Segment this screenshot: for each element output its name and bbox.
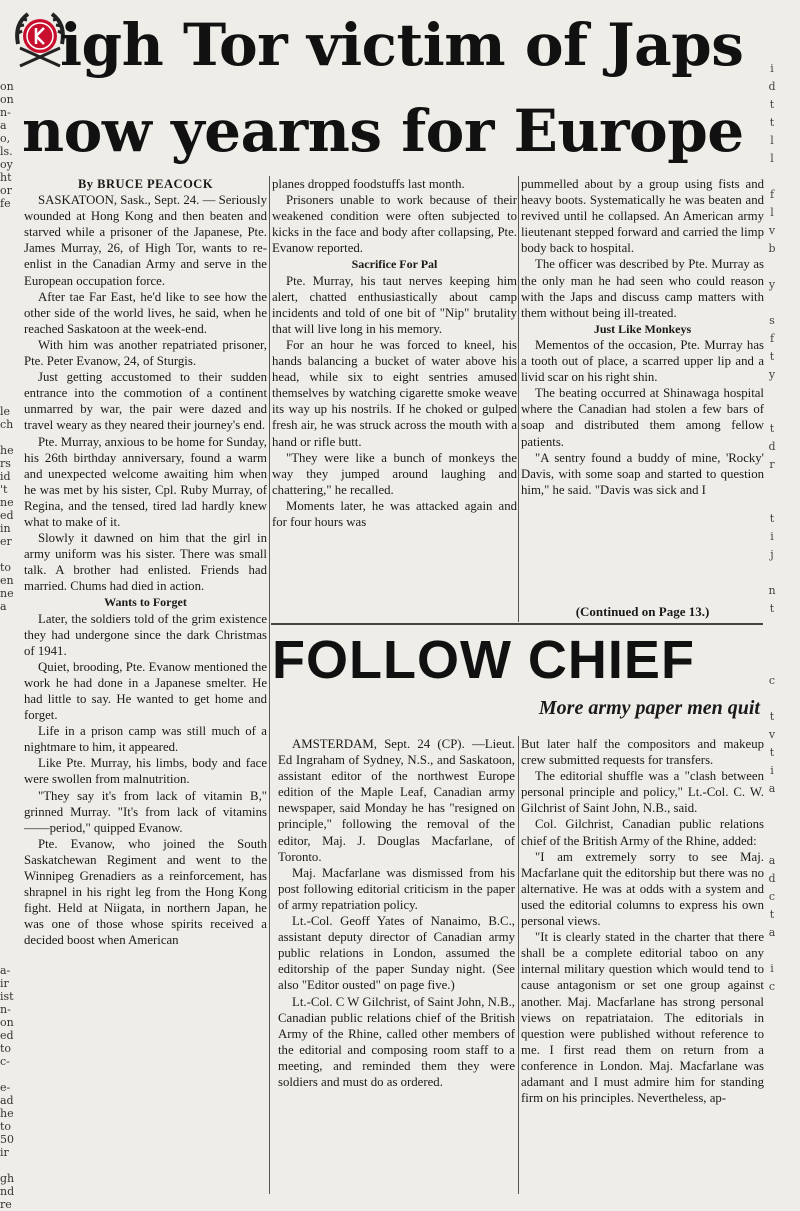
edge-fragment: rs bbox=[0, 457, 11, 470]
edge-fragment: ht bbox=[0, 171, 12, 184]
paragraph: Pte. Evanow, who joined the South Saskatchewan Regiment and went to the Winnipeg Grenadiers as a reinforcement, has shrapnel in his right leg from the Hong Kong fight. Held at Niigata, in northern Japan, he was one of those whose spirits received a decided boost when American bbox=[24, 836, 267, 948]
edge-fragment bbox=[0, 613, 22, 626]
edge-fragment: t bbox=[769, 746, 775, 759]
edge-fragment: f bbox=[769, 188, 775, 201]
edge-fragment: t bbox=[769, 422, 775, 435]
edge-fragment: oy bbox=[0, 158, 13, 171]
edge-fragment: re bbox=[0, 1198, 12, 1211]
edge-fragment bbox=[0, 808, 22, 821]
edge-fragment bbox=[0, 743, 22, 756]
edge-fragment: c bbox=[768, 980, 776, 993]
edge-fragment bbox=[0, 691, 22, 704]
edge-fragment: s bbox=[769, 314, 775, 327]
paragraph: AMSTERDAM, Sept. 24 (CP). —Lieut. Ed Ingraham of Sydney, N.S., and Saskatoon, assistant editor of the northwest Europe edition of the Maple Leaf, Canadian army newspaper, said Monday he has "resigned on principle," following the removal of the editor, Maj. J. Douglas Macfarlane, of Toronto. bbox=[278, 737, 515, 864]
edge-fragment bbox=[0, 665, 22, 678]
edge-fragment: a bbox=[768, 854, 776, 867]
edge-fragment: ad bbox=[0, 1094, 14, 1107]
edge-fragment bbox=[0, 678, 22, 691]
continued-notice: (Continued on Page 13.) bbox=[575, 604, 710, 619]
edge-fragment: fe bbox=[0, 197, 11, 210]
edge-fragment bbox=[0, 782, 22, 795]
edge-fragment: to bbox=[0, 1120, 12, 1133]
edge-fragment bbox=[0, 951, 22, 964]
edge-fragment bbox=[764, 474, 780, 492]
edge-fragment bbox=[0, 288, 22, 301]
edge-fragment bbox=[0, 301, 22, 314]
edge-fragment bbox=[0, 860, 22, 873]
paragraph: With him was another repatriated prisoner, Pte. Peter Evanow, 24, of Sturgis. bbox=[24, 337, 267, 369]
edge-fragment bbox=[0, 769, 22, 782]
edge-fragment bbox=[764, 618, 780, 636]
paragraph: Pte. Murray, his taut nerves keeping him alert, chatted enthusiastically about camp incidents and told of one bit of "Nip" brutality that will live long in his memory. bbox=[272, 273, 517, 336]
edge-fragment: e- bbox=[0, 1081, 11, 1094]
edge-fragment: j bbox=[770, 548, 774, 561]
paragraph: "They say it's from lack of vitamin B," grinned Murray. "It's from lack of vitamins——period," quipped Evanow. bbox=[24, 788, 267, 835]
edge-fragment bbox=[0, 652, 22, 665]
edge-fragment bbox=[764, 294, 780, 312]
paragraph: Quiet, brooding, Pte. Evanow mentioned the work he had done in a Japanese smelter. He had little to say. He wanted to get home and forget. bbox=[24, 659, 267, 723]
paragraph: Slowly it dawned on him that the girl in army uniform was his sister. There was small talk. A brother had enlisted. Friends had married. Chums had died in action. bbox=[24, 531, 267, 594]
edge-fragment: he bbox=[0, 1107, 14, 1120]
edge-fragment: b bbox=[768, 242, 776, 255]
edge-fragment: v bbox=[768, 728, 776, 741]
edge-fragment bbox=[0, 925, 22, 938]
edge-fragment: in bbox=[0, 522, 11, 535]
paragraph: "It is clearly stated in the charter that there shall be a complete editorial taboo on any internal military question which would tend to cause antagonism or set one group against another. Maj. Macfarlane has strong personal views on repatriataion. The editorials in question were published without reference to me. I first read them on return from a conference in London. Maj. Macfarlane was adamant and I must admire him for standing firm on his principles. Nevertheless, ap- bbox=[521, 930, 764, 1106]
edge-fragment: c- bbox=[0, 1055, 10, 1068]
paragraph: "They were like a bunch of monkeys the way they jumped around laughing and chattering," he recalled. bbox=[272, 450, 517, 497]
left-edge-fragments bbox=[0, 80, 22, 1211]
edge-fragment bbox=[0, 717, 22, 730]
paragraph: The beating occurred at Shinawaga hospital where the Canadian had stolen a few bars of soap and distributed them among fellow patients. bbox=[521, 386, 764, 449]
paragraph: After tae Far East, he'd like to see how the other side of the world lives, he said, when he reached Saskatoon at the week-end. bbox=[24, 289, 267, 336]
edge-fragment bbox=[764, 168, 780, 186]
edge-fragment: i bbox=[770, 962, 774, 975]
headline-line-2: now yearns for Europe bbox=[22, 97, 744, 165]
edge-fragment: on bbox=[0, 80, 14, 93]
edge-fragment bbox=[764, 654, 780, 672]
edge-fragment bbox=[764, 690, 780, 708]
edge-fragment bbox=[0, 626, 22, 639]
right-edge-fragments bbox=[764, 60, 780, 1190]
edge-fragment: ls. bbox=[0, 145, 13, 158]
edge-fragment: c bbox=[768, 890, 776, 903]
edge-fragment bbox=[0, 327, 22, 340]
section-rule bbox=[271, 623, 763, 625]
column-rule bbox=[269, 176, 270, 1194]
edge-fragment bbox=[0, 223, 22, 236]
edge-fragment: ir bbox=[0, 977, 9, 990]
edge-fragment: i bbox=[770, 62, 774, 75]
paragraph: The editorial shuffle was a "clash between personal principle and policy," Lt.-Col. C. W. Gilchrist of Saint John, N.B., said. bbox=[521, 769, 764, 816]
edge-fragment bbox=[0, 834, 22, 847]
edge-fragment bbox=[0, 366, 22, 379]
article1-column-2 bbox=[272, 176, 517, 530]
paragraph: Lt.-Col. C W Gilchrist, of Saint John, N.B., Canadian public relations chief of the British Army of the Rhine, called other members of the editorial and composing room staff to a meeting, and reminded them they were soldiers and must do as ordered. bbox=[278, 994, 515, 1089]
paragraph: planes dropped foodstuffs last month. bbox=[272, 177, 465, 191]
edge-fragment: t bbox=[769, 602, 775, 615]
headline-line-1: igh Tor victim of Japs bbox=[60, 11, 744, 79]
edge-fragment: y bbox=[768, 368, 776, 381]
edge-fragment: a bbox=[768, 782, 776, 795]
edge-fragment: a bbox=[0, 600, 7, 613]
paragraph: Mementos of the occasion, Pte. Murray has a tooth out of place, a scarred upper lip and a livid scar on his right shin. bbox=[521, 337, 764, 385]
edge-fragment: l bbox=[770, 152, 774, 165]
edge-fragment: ir bbox=[0, 1146, 9, 1159]
edge-fragment: on bbox=[0, 93, 14, 106]
edge-fragment: o, bbox=[0, 132, 11, 145]
edge-fragment bbox=[0, 249, 22, 262]
byline: By BRUCE PEACOCK bbox=[77, 177, 214, 191]
edge-fragment bbox=[764, 492, 780, 510]
edge-fragment: ed bbox=[0, 509, 14, 522]
edge-fragment: n- bbox=[0, 1003, 11, 1016]
edge-fragment: ne bbox=[0, 496, 14, 509]
edge-fragment: er bbox=[0, 535, 12, 548]
edge-fragment: to bbox=[0, 1042, 12, 1055]
edge-fragment: l bbox=[770, 134, 774, 147]
edge-fragment bbox=[0, 548, 22, 561]
edge-fragment: a bbox=[768, 926, 776, 939]
edge-fragment bbox=[0, 379, 22, 392]
article2-column-2 bbox=[521, 736, 764, 1106]
edge-fragment: t bbox=[769, 350, 775, 363]
edge-fragment: or bbox=[0, 184, 12, 197]
edge-fragment bbox=[0, 314, 22, 327]
article1-column-1 bbox=[24, 176, 267, 949]
edge-fragment: i bbox=[770, 530, 774, 543]
edge-fragment bbox=[0, 873, 22, 886]
edge-fragment: t bbox=[769, 98, 775, 111]
paragraph: Later, the soldiers told of the grim existence they had undergone since the dark Christmas of 1941. bbox=[24, 611, 267, 658]
paragraph: SASKATOON, Sask., Sept. 24. — Seriously wounded at Hong Kong and then beaten and starved while a prisoner of the Japanese, Pte. James Murray, 26, of High Tor, wants to re-enlist in the Canadian Army and serve in the European occupation force. bbox=[24, 193, 267, 288]
edge-fragment bbox=[764, 798, 780, 816]
edge-fragment: y bbox=[768, 278, 776, 291]
edge-fragment: t bbox=[769, 908, 775, 921]
edge-fragment bbox=[0, 795, 22, 808]
edge-fragment: ed bbox=[0, 1029, 14, 1042]
paragraph: Like Pte. Murray, his limbs, body and face were swollen from malnutrition. bbox=[24, 756, 267, 787]
edge-fragment: 't bbox=[0, 483, 8, 496]
edge-fragment bbox=[0, 912, 22, 925]
edge-fragment bbox=[0, 639, 22, 652]
edge-fragment bbox=[0, 431, 22, 444]
edge-fragment bbox=[0, 1159, 22, 1172]
paragraph: Prisoners unable to work because of their weakened condition were often subjected to kicks in the face and body after collapsing, Pte. Evanow reported. bbox=[272, 193, 517, 256]
edge-fragment: f bbox=[769, 332, 775, 345]
paragraph: But later half the compositors and makeup crew submitted requests for transfers. bbox=[521, 737, 764, 768]
edge-fragment bbox=[0, 821, 22, 834]
edge-fragment bbox=[0, 392, 22, 405]
edge-fragment: id bbox=[0, 470, 11, 483]
edge-fragment: he bbox=[0, 444, 14, 457]
edge-fragment bbox=[764, 384, 780, 402]
edge-fragment: le bbox=[0, 405, 11, 418]
edge-fragment bbox=[0, 756, 22, 769]
edge-fragment bbox=[0, 938, 22, 951]
edge-fragment: t bbox=[769, 710, 775, 723]
follow-chief-headline: FOLLOW CHIEF bbox=[272, 630, 695, 690]
paragraph: Moments later, he was attacked again and for four hours was bbox=[272, 498, 517, 529]
edge-fragment bbox=[0, 847, 22, 860]
paragraph: Pte. Murray, anxious to be home for Sunday, his 26th birthday anniversary, found a warm and unexpected welcome awaiting him when he was met by his sister, Cpl. Ruby Murray, of Regina, and the tensed, tired lad hardly knew what to make of it. bbox=[24, 434, 267, 529]
paragraph: Lt.-Col. Geoff Yates of Nanaimo, B.C., assistant deputy director of Canadian army public relations in London, assumed the editorship of the paper Sunday night. (See also "Editor ousted" on page five.) bbox=[278, 914, 515, 993]
edge-fragment: t bbox=[769, 512, 775, 525]
edge-fragment: l bbox=[770, 206, 774, 219]
edge-fragment: ne bbox=[0, 587, 14, 600]
edge-fragment bbox=[0, 353, 22, 366]
column-rule bbox=[518, 736, 519, 1194]
paragraph: Maj. Macfarlane was dismissed from his post following editorial criticism in the paper of army repatriation policy. bbox=[278, 865, 515, 912]
edge-fragment: on bbox=[0, 1016, 14, 1029]
edge-fragment: d bbox=[768, 440, 776, 453]
subhead-wants-to-forget: Wants to Forget bbox=[104, 595, 187, 610]
edge-fragment bbox=[0, 262, 22, 275]
edge-fragment bbox=[0, 340, 22, 353]
edge-fragment: i bbox=[770, 764, 774, 777]
follow-chief-subhead: More army paper men quit bbox=[538, 697, 760, 719]
paragraph: Just getting accustomed to their sudden entrance into the commotion of a continent unmarred by war, the pair were dazed and travel weary as they neared their journey's end. bbox=[24, 370, 267, 433]
subhead-sacrifice-for-pal: Sacrifice For Pal bbox=[351, 257, 438, 272]
edge-fragment: t bbox=[769, 116, 775, 129]
edge-fragment: 50 bbox=[0, 1133, 14, 1146]
edge-fragment bbox=[764, 816, 780, 834]
edge-fragment: en bbox=[0, 574, 14, 587]
edge-fragment bbox=[0, 1068, 22, 1081]
edge-fragment: d bbox=[768, 80, 776, 93]
edge-fragment: ist bbox=[0, 990, 14, 1003]
subhead-just-like-monkeys: Just Like Monkeys bbox=[593, 321, 692, 336]
edge-fragment bbox=[764, 402, 780, 420]
edge-fragment: nd bbox=[0, 1185, 15, 1198]
edge-fragment bbox=[764, 636, 780, 654]
paragraph: For an hour he was forced to kneel, his hands balancing a bucket of water above his head, while six to eight sentries amused themselves by watching cigarette smoke weave its way up his nostrils. If he choked or gulped fresh air, he was struck across the mouth with a hand or rifle butt. bbox=[272, 337, 517, 449]
edge-fragment bbox=[0, 210, 22, 223]
edge-fragment: c bbox=[768, 674, 776, 687]
edge-fragment: v bbox=[768, 224, 776, 237]
paragraph: Col. Gilchrist, Canadian public relations chief of the British Army of the Rhine, added: bbox=[521, 817, 764, 848]
edge-fragment: gh bbox=[0, 1172, 15, 1185]
edge-fragment bbox=[0, 704, 22, 717]
edge-fragment: r bbox=[769, 458, 775, 471]
edge-fragment bbox=[764, 834, 780, 852]
edge-fragment: ch bbox=[0, 418, 14, 431]
article2-column-1 bbox=[278, 736, 515, 1090]
edge-fragment: d bbox=[768, 872, 776, 885]
edge-fragment bbox=[0, 275, 22, 288]
edge-fragment: to bbox=[0, 561, 12, 574]
edge-fragment: n bbox=[768, 584, 776, 597]
edge-fragment: n- bbox=[0, 106, 11, 119]
edge-fragment: a- bbox=[0, 964, 11, 977]
paragraph: The officer was described by Pte. Murray as the only man he had seen who could reason with the Japs and discuss camp matters with them without being ill-treated. bbox=[521, 257, 764, 320]
edge-fragment bbox=[0, 886, 22, 899]
edge-fragment bbox=[0, 236, 22, 249]
edge-fragment: a bbox=[0, 119, 7, 132]
paragraph: pummelled about by a group using fists and heavy boots. Systematically he was beaten and revived until he collapsed. An American army lieutenant stepped forward and carried the limp body back to hospital. bbox=[521, 177, 764, 256]
edge-fragment bbox=[764, 258, 780, 276]
paragraph: "I am extremely sorry to see Maj. Macfarlane quit the editorship but there was no alternative. He was at odds with a system and used the editorial columns to express his own personal views. bbox=[521, 849, 764, 929]
edge-fragment bbox=[764, 564, 780, 582]
column-rule bbox=[518, 176, 519, 622]
edge-fragment bbox=[764, 942, 780, 960]
article1-column-3 bbox=[521, 176, 764, 498]
edge-fragment bbox=[0, 899, 22, 912]
paragraph: "A sentry found a buddy of mine, 'Rocky' Davis, with some soap and started to question him," he said. "Davis was sick and I bbox=[521, 450, 764, 497]
edge-fragment bbox=[0, 730, 22, 743]
paragraph: Life in a prison camp was still much of a nightmare to him, it appeared. bbox=[24, 724, 267, 755]
